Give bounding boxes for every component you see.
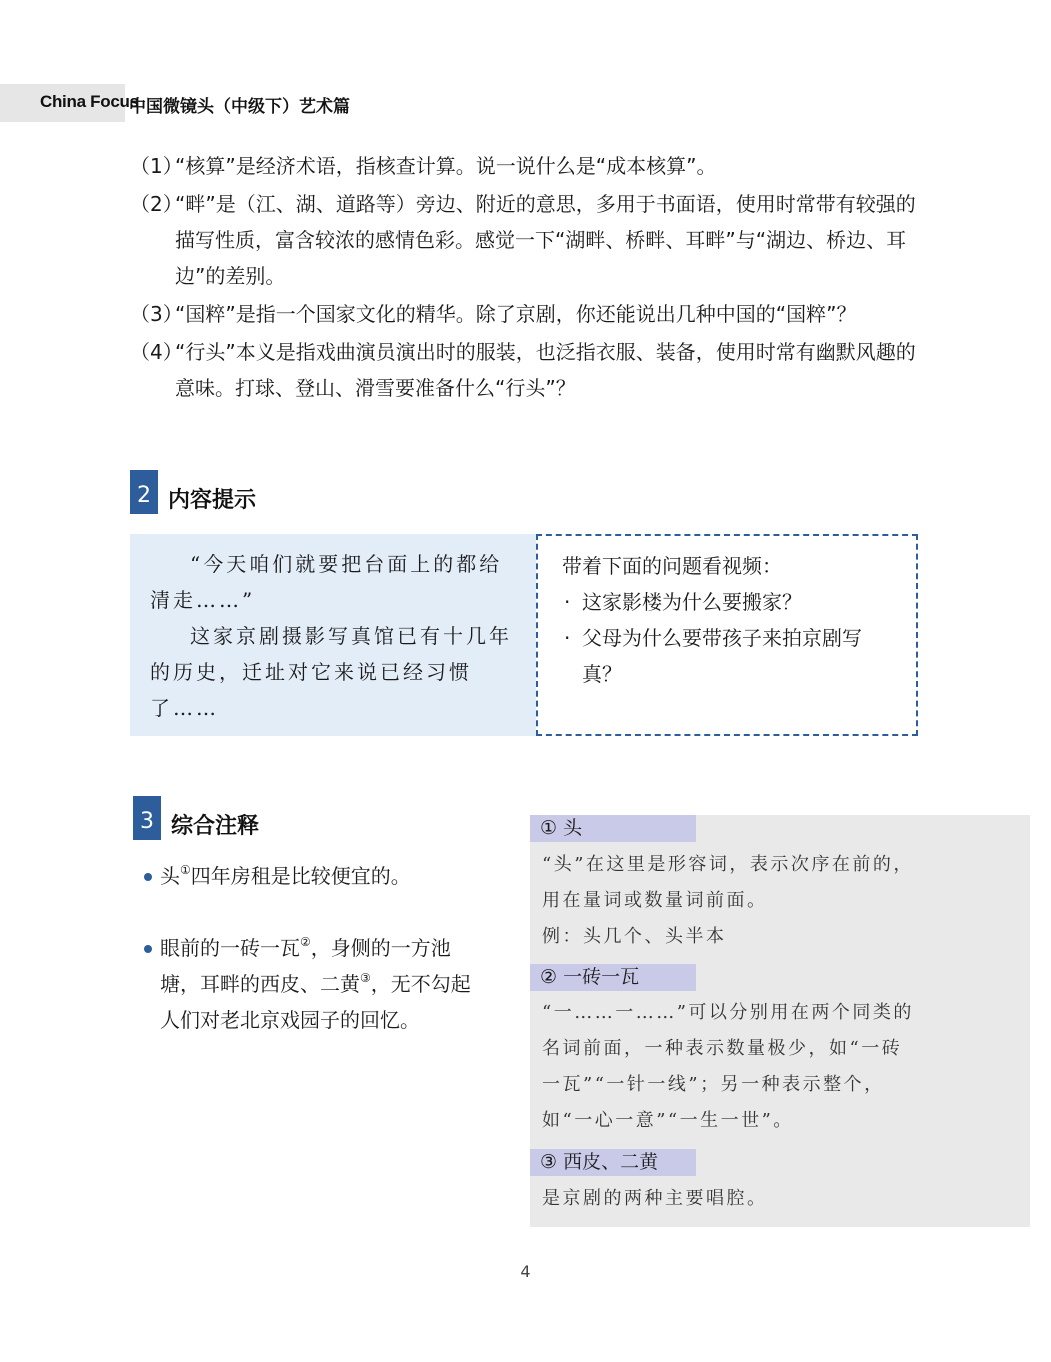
header-brand: China Focus xyxy=(40,92,139,111)
viewing-prompt: 带着下面的问题看视频： xyxy=(562,554,782,578)
question-text: “核算”是经济术语，指核查计算。说一说什么是“成本核算”。 xyxy=(175,154,717,178)
question-number: （3） xyxy=(130,302,183,326)
section-2-heading xyxy=(130,470,256,514)
footnote-marker: ② xyxy=(300,935,311,949)
question-number: （2） xyxy=(130,192,183,216)
gloss-text: “一……一……”可以分别用在两个同类的名词前面，一种表示数量极少，如“一砖一瓦”“一针一线”；另一种表示整个，如“一心一意”“一生一世”。 xyxy=(542,1002,914,1131)
question-number: （4） xyxy=(130,340,183,364)
gloss-panel xyxy=(530,815,1030,1227)
question-text: “国粹”是指一个国家文化的精华。除了京剧，你还能说出几种中国的“国粹”？ xyxy=(175,302,857,326)
question-item xyxy=(130,186,930,294)
footnote-marker: ① xyxy=(180,863,191,877)
example-sentence-list xyxy=(142,858,472,1074)
example-sentence: 眼前的一砖一瓦②，身侧的一方池塘，耳畔的西皮、二黄③，无不勾起人们对老北京戏园子的回忆。 xyxy=(142,930,472,1038)
example-sentence: 头①四年房租是比较便宜的。 xyxy=(142,858,472,894)
section-3-heading xyxy=(133,796,259,840)
section-title: 综合注释 xyxy=(171,813,260,839)
question-text: “畔”是（江、湖、道路等）旁边、附近的意思，多用于书面语，使用时常带有较强的描写性质，富含较浓的感情色彩。感觉一下“湖畔、桥畔、耳畔”与“湖边、桥边、耳边”的差别。 xyxy=(175,192,916,288)
header-title: 中国微镜头（中级下）艺术篇 xyxy=(129,97,350,117)
gloss-term: ③ 西皮、二黄 xyxy=(530,1149,696,1176)
bullet-icon xyxy=(144,945,152,953)
excerpt-box xyxy=(130,534,536,736)
gloss-text: “头”在这里是形容词，表示次序在前的，用在量词或数量词前面。 xyxy=(542,854,914,911)
viewing-questions-box xyxy=(536,534,918,736)
gloss-term: ② 一砖一瓦 xyxy=(530,964,696,991)
gloss-term: ① 头 xyxy=(530,815,696,842)
gloss-text: 是京剧的两种主要唱腔。 xyxy=(542,1188,768,1209)
section-number-badge: 3 xyxy=(133,796,161,840)
viewing-question-item: · 父母为什么要带孩子来拍京剧写真？ xyxy=(562,620,896,692)
section-title: 内容提示 xyxy=(168,487,257,513)
question-item xyxy=(130,334,930,406)
question-item xyxy=(130,296,930,332)
question-item xyxy=(130,148,930,184)
bullet-icon xyxy=(144,873,152,881)
section-number-badge: 2 xyxy=(130,470,158,514)
question-number: （1） xyxy=(130,154,183,178)
gloss-example: 例：头几个、头半本 xyxy=(542,926,727,947)
excerpt-paragraph: 这家京剧摄影写真馆已有十几年的历史，迁址对它来说已经习惯了…… xyxy=(150,624,512,720)
page-number: 4 xyxy=(520,1262,531,1281)
vocab-question-list xyxy=(130,148,930,408)
viewing-question-item: · 这家影楼为什么要搬家？ xyxy=(562,584,896,620)
footnote-marker: ③ xyxy=(360,971,371,985)
excerpt-paragraph: “今天咱们就要把台面上的都给清走……” xyxy=(150,552,503,612)
question-text: “行头”本义是指戏曲演员演出时的服装，也泛指衣服、装备，使用时常有幽默风趣的意味。打球、登山、滑雪要准备什么“行头”？ xyxy=(175,340,916,400)
